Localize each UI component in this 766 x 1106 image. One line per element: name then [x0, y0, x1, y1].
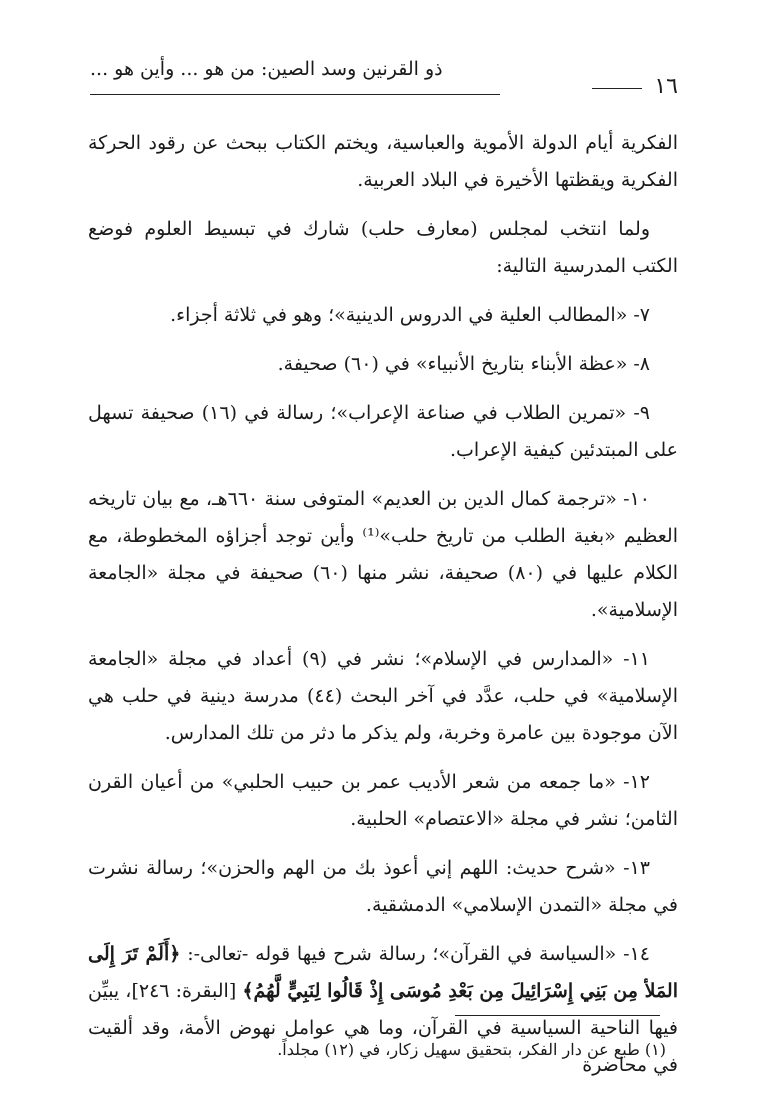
page-number: ١٦	[654, 74, 678, 99]
body-text	[88, 125, 678, 1096]
paragraph-intro: ولما انتخب لمجلس (معارف حلب) شارك في تبسيط العلوم فوضع الكتب المدرسية التالية:	[88, 218, 678, 277]
quran-quote: ﴿أَلَمْ تَرَ إِلَى المَلأ مِن بَنِي إِسْرَائِيلَ مِن بَعْدِ مُوسَى إِذْ قَالُوا لِنَبِيٍّ لَّهُمُ﴾	[88, 943, 678, 1002]
list-item-8: ٨- «عظة الأبناء بتاريخ الأنبياء» في (٦٠) صحيفة.	[277, 353, 650, 375]
page-number-dash	[592, 88, 642, 89]
list-item-14-intro: ١٤- «السياسة في القرآن»؛ رسالة شرح فيها قوله -تعالى-:	[180, 943, 650, 965]
list-item-12: ١٢- «ما جمعه من شعر الأديب عمر بن حبيب الحلبي» من أعيان القرن الثامن؛ نشر في مجلة «الاعتصام» الحلبية.	[88, 771, 678, 830]
list-item-14-rest: [البقرة: ٢٤٦]، يبيِّن فيها الناحية السياسية في القرآن، وما هي عوامل نهوض الأمة، وقد ألقيت في محاضرة	[88, 980, 678, 1076]
header-rule	[90, 94, 500, 95]
list-item-14	[88, 936, 678, 1084]
footnote-rule	[455, 1015, 660, 1016]
footnote: (١) طبع عن دار الفكر، بتحقيق سهيل زكار، في (١٢) مجلداً.	[277, 1040, 666, 1059]
running-title: ذو القرنين وسد الصين: من هو ... وأين هو ...	[90, 58, 443, 80]
page-header	[90, 58, 678, 98]
list-item-9: ٩- «تمرين الطلاب في صناعة الإعراب»؛ رسالة في (١٦) صحيفة تسهل على المبتدئين كيفية الإعراب.	[88, 402, 678, 461]
list-item-7: ٧- «المطالب العلية في الدروس الدينية»؛ وهو في ثلاثة أجزاء.	[170, 304, 650, 326]
list-item-10: ١٠- «ترجمة كمال الدين بن العديم» المتوفى سنة ٦٦٠هـ، مع بيان تاريخه العظيم «بغية الطلب من تاريخ حلب»⁽¹⁾ وأين توجد أجزاؤه المخطوطة، مع الكلام عليها في (٨٠) صحيفة، نشر منها (٦٠) صحيفة في مجلة «الجامعة الإسلامية».	[88, 488, 678, 621]
list-item-13: ١٣- «شرح حديث: اللهم إني أعوذ بك من الهم والحزن»؛ رسالة نشرت في مجلة «التمدن الإسلامي» الدمشقية.	[88, 857, 678, 916]
paragraph-continuation: الفكرية أيام الدولة الأموية والعباسية، ويختم الكتاب ببحث عن رقود الحركة الفكرية ويقظتها الأخيرة في البلاد العربية.	[88, 132, 678, 191]
list-item-11: ١١- «المدارس في الإسلام»؛ نشر في (٩) أعداد في مجلة «الجامعة الإسلامية» في حلب، عدَّد في آخر البحث (٤٤) مدرسة دينية في حلب هي الآن موجودة بين عامرة وخربة، ولم يذكر ما دثر من تلك المدارس.	[88, 648, 678, 744]
